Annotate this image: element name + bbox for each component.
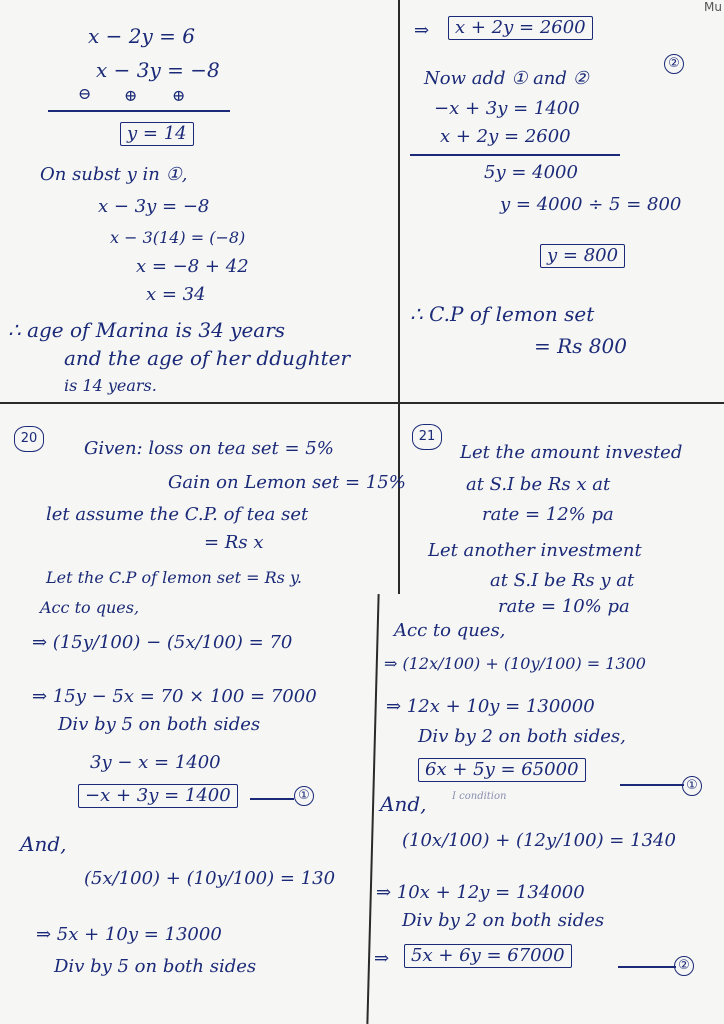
br-note: I condition [452, 791, 507, 802]
bl-e2: ⇒ 15y − 5x = 70 × 100 = 7000 [32, 686, 317, 707]
br-e2: ⇒ 12x + 10y = 130000 [386, 696, 595, 717]
tr-result: y = 800 [540, 244, 625, 268]
tl-concl3: is 14 years. [64, 376, 157, 395]
bl-and: And, [20, 832, 67, 856]
tl-concl2: and the age of her ddughter [64, 346, 351, 370]
bl-div2: Div by 5 on both sides [54, 956, 257, 977]
tr-a2: x + 2y = 2600 [440, 126, 571, 147]
br-question-number: 21 [412, 424, 442, 450]
br-e6-connector [618, 966, 676, 968]
tr-a4: y = 4000 ÷ 5 = 800 [500, 194, 682, 215]
br-div2: Div by 2 on both sides [402, 910, 605, 931]
br-e3-connector [620, 784, 684, 786]
tr-concl2: = Rs 800 [534, 334, 627, 358]
br-e6-num: ② [674, 956, 694, 976]
tr-arrow: ⇒ [414, 20, 430, 41]
br-e3-num: ① [682, 776, 702, 796]
br-let6: rate = 10% pa [498, 596, 630, 617]
br-e4: (10x/100) + (12y/100) = 1340 [402, 830, 676, 851]
tl-sign-2: ⊕ [124, 86, 138, 105]
tr-addition-line [410, 154, 620, 156]
tr-eq-top: x + 2y = 2600 [448, 16, 593, 40]
bl-e4-connector [250, 798, 294, 800]
bl-div1: Div by 5 on both sides [58, 714, 261, 735]
bl-acc: Acc to ques, [40, 598, 140, 617]
bl-given2: Gain on Lemon set = 15% [168, 472, 406, 493]
br-let2: at S.I be Rs x at [466, 474, 611, 495]
br-arrow: ⇒ [374, 948, 390, 969]
tr-a1: −x + 3y = 1400 [434, 98, 580, 119]
tl-s2: x − 3(14) = (−8) [110, 228, 246, 247]
tl-s1: x − 3y = −8 [98, 196, 210, 217]
br-and: And, [380, 792, 427, 816]
tl-concl1: ∴ age of Marina is 34 years [8, 318, 286, 342]
tr-concl1: ∴ C.P of lemon set [410, 302, 595, 326]
tr-add: Now add ① and ② [424, 68, 589, 89]
bl-e1: ⇒ (15y/100) − (5x/100) = 70 [32, 632, 293, 653]
br-e1: ⇒ (12x/100) + (10y/100) = 1300 [384, 654, 646, 673]
tr-eq-top-num: ② [664, 54, 684, 74]
tl-subst: On subst y in ①, [40, 164, 188, 185]
vertical-divider-bottom [398, 404, 400, 594]
tl-result: y = 14 [120, 122, 194, 146]
tl-eq1: x − 2y = 6 [88, 24, 195, 48]
tl-sign-3: ⊕ [172, 86, 186, 105]
tl-s4: x = 34 [146, 284, 206, 305]
tr-a3: 5y = 4000 [484, 162, 578, 183]
bl-e6: ⇒ 5x + 10y = 13000 [36, 924, 222, 945]
br-let1: Let the amount invested [460, 442, 683, 463]
bl-given1: Given: loss on tea set = 5% [84, 438, 334, 459]
br-e5: ⇒ 10x + 12y = 134000 [376, 882, 585, 903]
bl-assume2: = Rs x [204, 532, 264, 553]
br-div1: Div by 2 on both sides, [418, 726, 626, 747]
br-let3: rate = 12% pa [482, 504, 614, 525]
tl-s3: x = −8 + 42 [136, 256, 249, 277]
bl-question-number: 20 [14, 426, 44, 452]
bl-e5: (5x/100) + (10y/100) = 130 [84, 868, 336, 889]
tl-eq2: x − 3y = −8 [96, 58, 220, 82]
bl-e3: 3y − x = 1400 [90, 752, 221, 773]
br-e6: 5x + 6y = 67000 [404, 944, 572, 968]
horizontal-divider [0, 402, 724, 404]
tl-sign-1: ⊖ [78, 84, 92, 103]
br-let5: at S.I be Rs y at [490, 570, 635, 591]
bl-e4-num: ① [294, 786, 314, 806]
tl-subtraction-line [48, 110, 230, 112]
corner-mark: Mu [704, 0, 722, 14]
br-let4: Let another investment [428, 540, 642, 561]
bl-assume1: let assume the C.P. of tea set [46, 504, 309, 525]
br-acc: Acc to ques, [394, 620, 506, 641]
br-e3: 6x + 5y = 65000 [418, 758, 586, 782]
bl-let2: Let the C.P of lemon set = Rs y. [46, 568, 302, 587]
vertical-divider-top [398, 0, 400, 402]
bl-e4: −x + 3y = 1400 [78, 784, 238, 808]
